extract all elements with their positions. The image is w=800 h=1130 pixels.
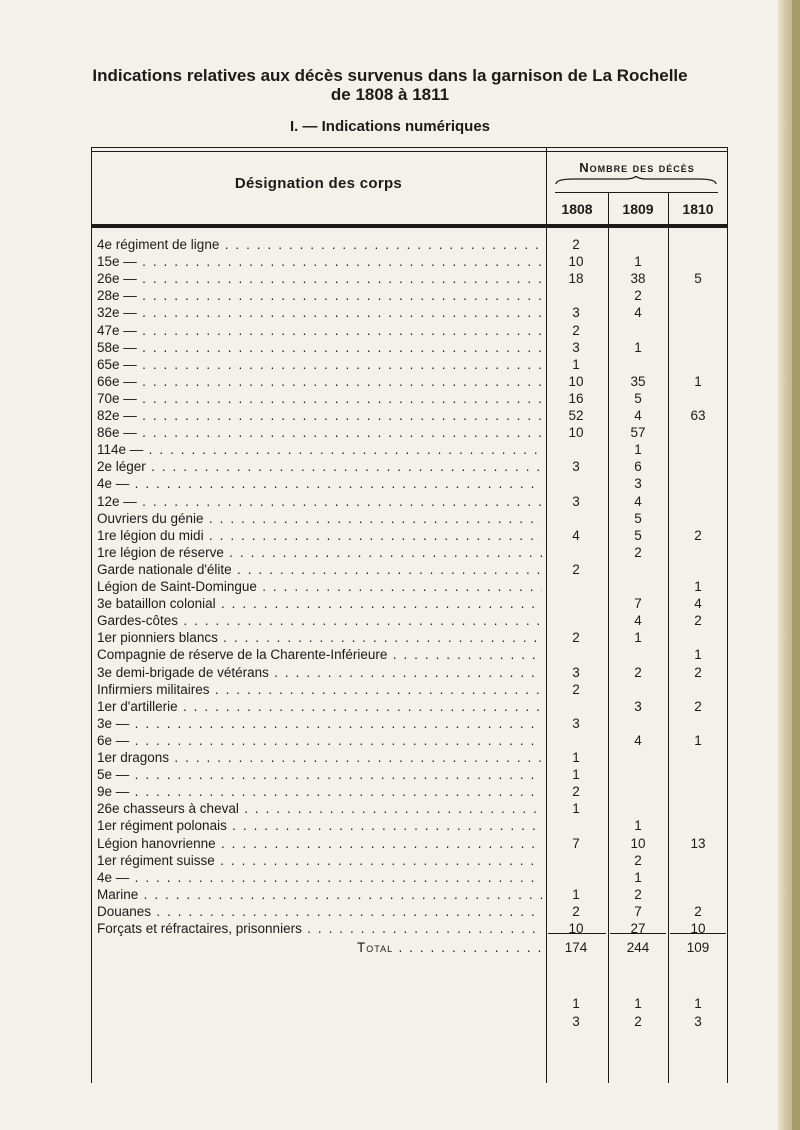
total-label: Total . . .	[357, 939, 547, 957]
deces-1808: 2	[572, 322, 580, 338]
deces-1810: 2	[694, 903, 702, 919]
deces-1810: 1	[694, 647, 702, 663]
corps-designation: 9e — . . .	[97, 783, 542, 801]
deces-1808: 18	[568, 271, 584, 287]
officiers-1809: 1	[634, 996, 642, 1011]
corps-designation: 86e — . . .	[97, 424, 542, 442]
deces-1808: 2	[572, 630, 580, 646]
deces-1809: 57	[630, 425, 646, 441]
deces-1810: 1	[694, 373, 702, 389]
document-title	[0, 66, 780, 104]
deces-1808: 1	[572, 767, 580, 783]
deces-1809: 4	[634, 408, 642, 423]
deces-1809: 7	[634, 596, 642, 612]
deces-1810: 1	[694, 579, 702, 594]
deces-1809: 4	[634, 613, 642, 629]
sous-officiers-1809: 2	[634, 1014, 642, 1029]
officiers-1810: 1	[694, 996, 702, 1011]
deces-1809: 1	[634, 630, 642, 646]
corps-designation: 1er dragons . . .	[97, 749, 542, 767]
corps-designation: 4e — . . .	[97, 475, 542, 493]
deces-1809: 5	[634, 527, 642, 543]
deces-1808: 10	[568, 373, 584, 389]
deces-1808: 3	[572, 459, 580, 475]
total-rule-1808	[548, 933, 606, 934]
table-top-double-rule	[91, 151, 728, 152]
deces-1809: 2	[634, 852, 642, 868]
total-rule-1809	[610, 933, 666, 934]
corps-designation: Douanes . . .	[97, 903, 542, 921]
deces-1809: 2	[634, 544, 642, 560]
page-edge-shadow	[792, 0, 800, 1130]
deces-1808: 3	[572, 339, 580, 355]
title-line-1: Indications relatives aux décès survenus dans la garnison de La Rochelle	[92, 66, 688, 85]
deces-1809: 5	[634, 510, 642, 526]
deces-1810: 2	[694, 664, 702, 680]
total-1808: 174	[564, 940, 588, 955]
deces-1808: 1	[572, 801, 580, 817]
corps-designation: Légion hanovrienne . . .	[97, 835, 542, 853]
deces-1809: 10	[630, 835, 646, 851]
corps-designation: 3e bataillon colonial . . .	[97, 595, 542, 613]
corps-designation: 47e — . . .	[97, 322, 542, 340]
deces-1809: 1	[634, 818, 642, 834]
corps-designation: 4e régiment de ligne . . .	[97, 236, 542, 254]
corps-designation: 82e — . . .	[97, 407, 542, 425]
deces-1808: 52	[568, 408, 584, 423]
header-year-1808: 1808	[561, 201, 593, 217]
corps-designation: 2e léger . . .	[97, 458, 542, 476]
corps-designation: 114e — . . .	[97, 441, 542, 459]
deces-1808: 2	[572, 681, 580, 697]
deces-1808: 3	[572, 305, 580, 321]
deces-1808: 10	[568, 921, 584, 936]
corps-designation: Gardes-côtes . . .	[97, 612, 542, 630]
corps-designation: 15e — . . .	[97, 253, 542, 271]
header-year-1809: 1809	[622, 201, 654, 217]
deces-1809: 2	[634, 288, 642, 304]
total-1809: 244	[626, 940, 650, 955]
corps-designation: 1re légion du midi . . .	[97, 527, 542, 545]
deces-1808: 3	[572, 715, 580, 731]
sous-officiers-1808: 3	[572, 1014, 580, 1029]
deces-1809: 1	[634, 869, 642, 885]
corps-designation: 65e — . . .	[97, 356, 542, 374]
deces-1809: 1	[634, 339, 642, 355]
deces-1809: 4	[634, 732, 642, 748]
deces-1810: 1	[694, 732, 702, 748]
sous-officiers-1810: 3	[694, 1014, 702, 1029]
deces-1810: 13	[690, 835, 706, 851]
header-year-1810: 1810	[682, 201, 714, 217]
corps-designation: Légion de Saint-Domingue . . .	[97, 578, 542, 596]
header-thick-rule	[91, 224, 728, 228]
deces-1808: 1	[572, 750, 580, 765]
deces-1810: 2	[694, 698, 702, 714]
deces-1809: 38	[630, 271, 646, 287]
deces-1809: 2	[634, 886, 642, 902]
corps-designation: 1er régiment polonais . . .	[97, 817, 542, 835]
header-designation: Désignation des corps	[234, 175, 403, 192]
corps-designation: Forçats et réfractaires, prisonniers . . .	[97, 920, 542, 938]
corps-designation: 12e — . . .	[97, 493, 542, 511]
corps-designation: 66e — . . .	[97, 373, 542, 391]
deces-1810: 63	[690, 408, 706, 423]
officiers-1808: 1	[572, 996, 580, 1011]
deces-1809: 1	[634, 442, 642, 458]
header-nombre-des-deces: Nombre des décès	[579, 160, 695, 175]
deces-1809: 3	[634, 476, 642, 492]
corps-designation: 6e — . . .	[97, 732, 542, 750]
deces-1808: 4	[572, 527, 580, 543]
corps-designation: 5e — . . .	[97, 766, 542, 784]
deces-1808: 16	[568, 390, 584, 406]
corps-designation: Garde nationale d'élite . . .	[97, 561, 542, 579]
deces-1810: 5	[694, 271, 702, 287]
corps-designation: 1er pionniers blancs . . .	[97, 629, 542, 647]
corps-designation: 32e — . . .	[97, 304, 542, 322]
deces-1809: 2	[634, 664, 642, 680]
corps-designation: Marine . . .	[97, 886, 542, 904]
corps-designation: 1re légion de réserve . . .	[97, 544, 542, 562]
corps-designation: Ouvriers du génie . . .	[97, 510, 542, 528]
nombre-underline	[555, 192, 718, 193]
corps-designation: 58e — . . .	[97, 339, 542, 357]
corps-designation: 1er d'artillerie . . .	[97, 698, 542, 716]
deces-1808: 2	[572, 903, 580, 919]
deces-1809: 27	[630, 921, 646, 936]
deces-1809: 4	[634, 305, 642, 321]
section-title: I. — Indications numériques	[289, 118, 491, 135]
corps-designation: 28e — . . .	[97, 287, 542, 305]
deces-1808: 2	[572, 561, 580, 577]
corps-designation: 26e chasseurs à cheval . . .	[97, 800, 542, 818]
corps-designation: 3e demi-brigade de vétérans . . .	[97, 664, 542, 682]
title-line-2: de 1808 à 1811	[330, 85, 450, 104]
corps-designation: 70e — . . .	[97, 390, 542, 408]
total-1810: 109	[686, 940, 710, 955]
deces-1810: 2	[694, 527, 702, 543]
deces-1808: 10	[568, 425, 584, 441]
deces-1809: 1	[634, 254, 642, 270]
corps-designation: 1er régiment suisse . . .	[97, 852, 542, 870]
deces-1810: 4	[694, 596, 702, 612]
deces-1809: 6	[634, 459, 642, 475]
deces-1808: 1	[572, 356, 580, 372]
corps-designation: 3e — . . .	[97, 715, 542, 733]
deces-1809: 4	[634, 493, 642, 509]
corps-designation: Compagnie de réserve de la Charente-Inférieure . . .	[97, 646, 542, 664]
corps-designation: Infirmiers militaires . . .	[97, 681, 542, 699]
header-brace	[554, 176, 718, 186]
deces-1809: 7	[634, 903, 642, 919]
deces-1808: 2	[572, 784, 580, 800]
corps-designation: 4e — . . .	[97, 869, 542, 887]
total-rule-1810	[670, 933, 726, 934]
deces-1809: 5	[634, 390, 642, 406]
deces-1808: 7	[572, 835, 580, 851]
deces-1808: 3	[572, 664, 580, 680]
deces-1809: 3	[634, 698, 642, 714]
deces-1810: 2	[694, 613, 702, 629]
deces-1808: 3	[572, 493, 580, 509]
corps-designation: 26e — . . .	[97, 270, 542, 288]
deces-1810: 10	[690, 921, 706, 936]
deces-1808: 1	[572, 886, 580, 902]
deces-1808: 2	[572, 237, 580, 252]
deces-1808: 10	[568, 254, 584, 270]
deces-1809: 35	[630, 373, 646, 389]
